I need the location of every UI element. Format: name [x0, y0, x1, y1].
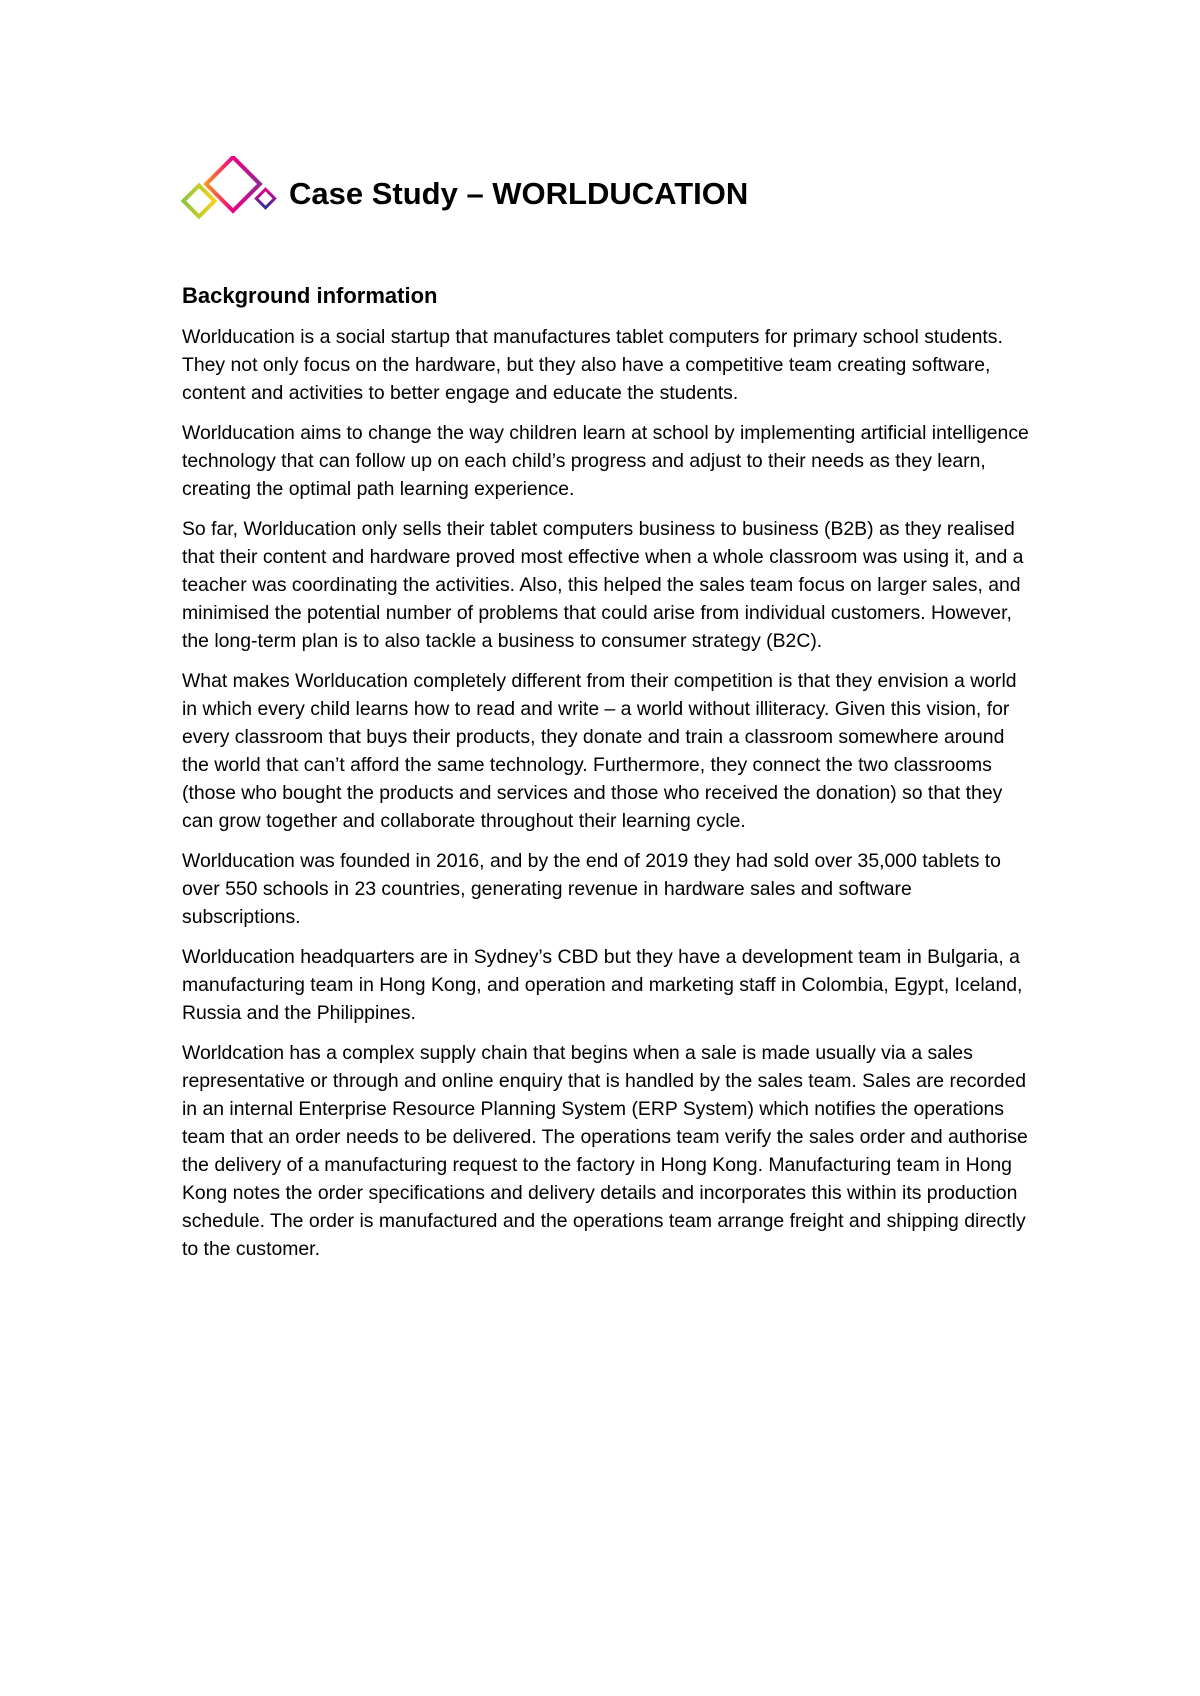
- title-block: [181, 156, 748, 232]
- paragraph: Worldcation has a complex supply chain that begins when a sale is made usually via a sales representative or through and online enquiry that is handled by the sales team. Sales are recorded in an internal Enterprise Resource Planning System (ERP System) which notifies the operations team that an order needs to be delivered. The operations team verify the sales order and authorise the delivery of a manufacturing request to the factory in Hong Kong. Manufacturing team in Hong Kong notes the order specifications and delivery details and incorporates this within its production schedule. The order is manufactured and the operations team arrange freight and shipping directly to the customer.: [182, 1042, 1028, 1260]
- paragraph: So far, Worlducation only sells their tablet computers business to business (B2B) as they realised that their content and hardware proved most effective when a whole classroom was using it, and a teacher was coordinating the activities. Also, this helped the sales team focus on larger sales, and minimised the potential number of problems that could arise from individual customers. However, the long-term plan is to also tackle a business to consumer strategy (B2C).: [182, 518, 1024, 652]
- paragraph: Worlducation was founded in 2016, and by the end of 2019 they had sold over 35,000 tablets to over 550 schools in 23 countries, generating revenue in hardware sales and software subscriptions.: [182, 850, 1001, 928]
- paragraph: Worlducation aims to change the way children learn at school by implementing artificial intelligence technology that can follow up on each child’s progress and adjust to their needs as they learn, creating the optimal path learning experience.: [182, 422, 1029, 500]
- worlducation-logo-icon: [181, 156, 281, 232]
- document-title: Case Study – WORLDUCATION: [289, 176, 749, 211]
- document-body: [182, 283, 1032, 1275]
- paragraph: What makes Worlducation completely different from their competition is that they envision a world in which every child learns how to read and write – a world without illiteracy. Given this vision, for every classroom that buys their products, they donate and train a classroom somewhere around the world that can’t afford the same technology. Furthermore, they connect the two classrooms (those who bought the products and services and those who received the donation) so that they can grow together and collaborate throughout their learning cycle.: [182, 670, 1017, 832]
- paragraph: Worlducation headquarters are in Sydney’s CBD but they have a development team in Bulgaria, a manufacturing team in Hong Kong, and operation and marketing staff in Colombia, Egypt, Iceland, Russia and the Philippines.: [182, 946, 1023, 1024]
- paragraph: Worlducation is a social startup that manufactures tablet computers for primary school students. They not only focus on the hardware, but they also have a competitive team creating software, content and activities to better engage and educate the students.: [182, 326, 1003, 404]
- section-heading: Background information: [182, 283, 438, 308]
